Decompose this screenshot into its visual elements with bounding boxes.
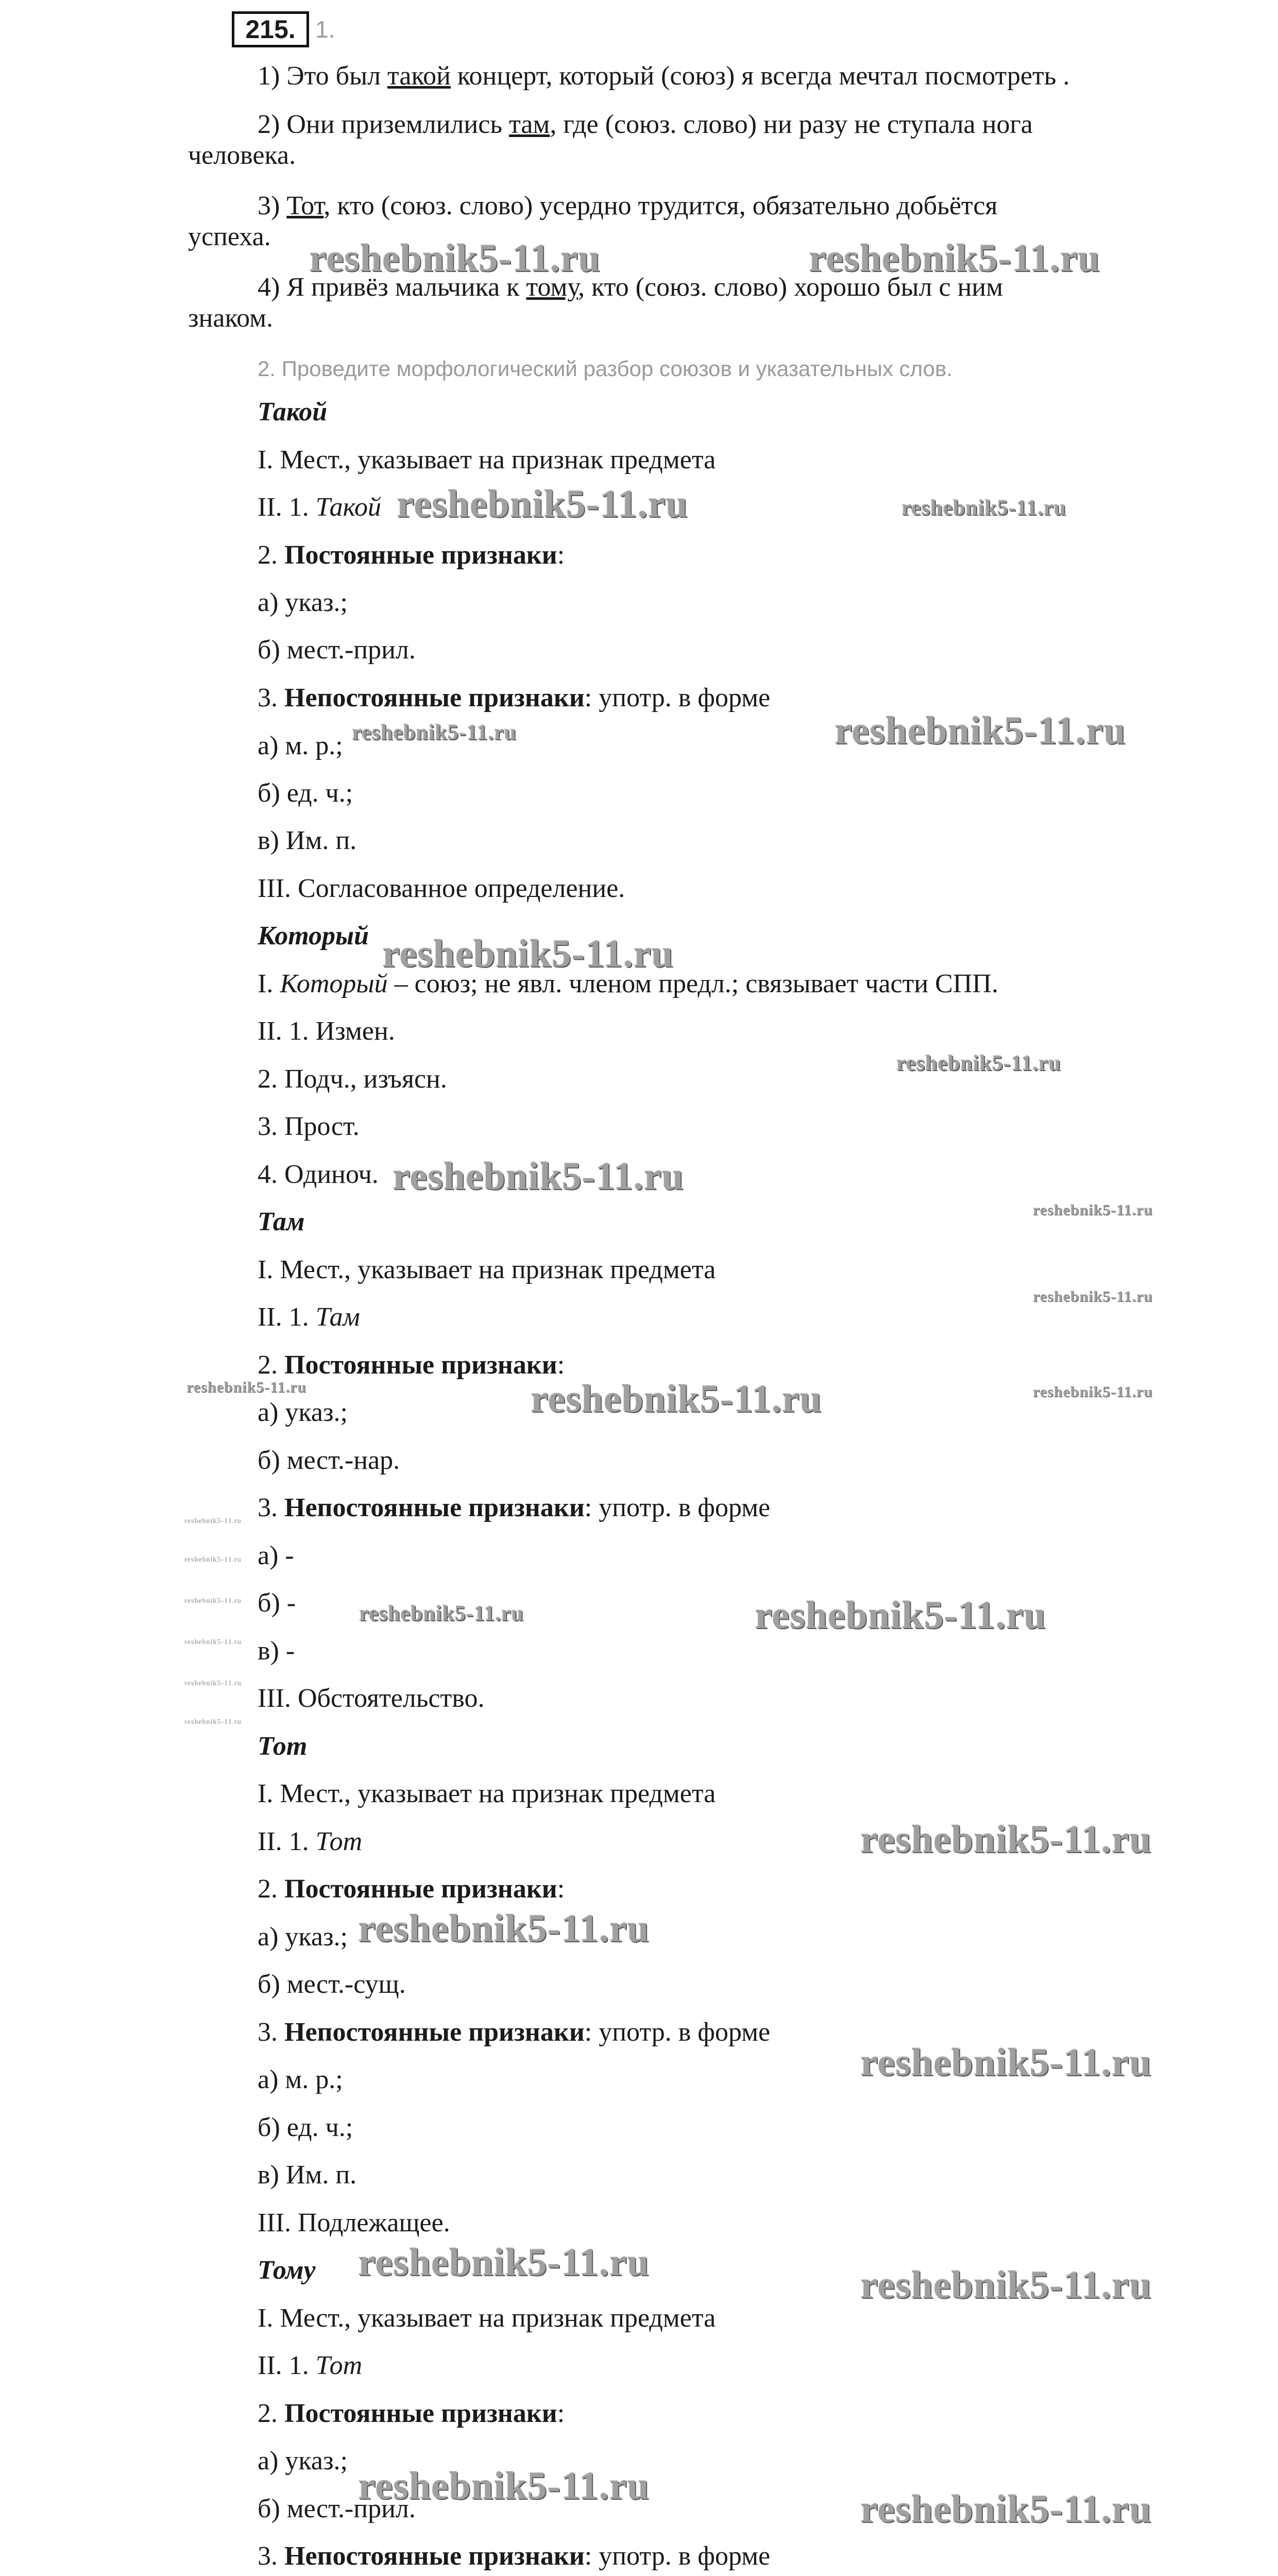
analysis-line: б) мест.-нар. [258, 1446, 400, 1475]
analysis-line: III. Обстоятельство. [258, 1684, 485, 1713]
task1-marker: 1. [315, 16, 335, 43]
analysis-line: 3. Непостоянные признаки: употр. в форме [258, 683, 771, 713]
section-heading: Тому [258, 2256, 316, 2285]
exercise-number: 215. [232, 11, 309, 47]
analysis-line: в) Им. п. [258, 2160, 357, 2190]
analysis-line: 3. Непостоянные признаки: употр. в форме [258, 1493, 771, 1522]
watermark: reshebnik5-11.ru [896, 1052, 1061, 1075]
sentence-4-continuation: знаком. [188, 303, 273, 333]
watermark: reshebnik5-11.ru [397, 482, 688, 526]
analysis-line: 3. Прост. [258, 1112, 360, 1141]
watermark: reshebnik5-11.ru [809, 236, 1100, 280]
analysis-line: I. Мест., указывает на признак предмета [258, 1255, 716, 1284]
section-heading: Там [258, 1207, 305, 1236]
analysis-line: б) мест.-прил. [258, 2494, 416, 2523]
watermark: reshebnik5-11.ru [393, 1155, 684, 1198]
analysis-line: 3. Непостоянные признаки: употр. в форме [258, 2541, 771, 2571]
watermark: reshebnik5-11.ru [860, 2487, 1152, 2531]
watermark: reshebnik5-11.ru [901, 496, 1066, 520]
watermark: reshebnik5-11.ru [755, 1594, 1046, 1637]
watermark: reshebnik5-11.ru [860, 1818, 1152, 1861]
sentence-1: 1) Это был такой концерт, который (союз) я всегда мечтал посмотреть . [258, 61, 1070, 91]
analysis-line: II. 1. Тот [258, 1827, 363, 1856]
watermark: reshebnik5-11.ru [186, 1379, 306, 1396]
section-heading: Который [258, 921, 369, 951]
analysis-line: 2. Постоянные признаки: [258, 1874, 565, 1904]
analysis-line: III. Подлежащее. [258, 2208, 450, 2238]
analysis-line: II. 1. Тот [258, 2351, 363, 2380]
analysis-line: а) указ.; [258, 1398, 348, 1427]
analysis-line: II. 1. Там [258, 1302, 360, 1332]
watermark: reshebnik5-11.ru [352, 721, 517, 744]
analysis-line: 3. Непостоянные признаки: употр. в форме [258, 2018, 771, 2047]
analysis-line: II. 1. Измен. [258, 1016, 395, 1046]
analysis-line: I. Мест., указывает на признак предмета [258, 1779, 716, 1808]
watermark: reshebnik5-11.ru [834, 709, 1126, 752]
analysis-line: I. Мест., указывает на признак предмета [258, 2303, 716, 2333]
analysis-line: а) - [258, 1541, 294, 1570]
section-heading: Такой [258, 397, 328, 427]
underlined-word: тому [526, 273, 578, 302]
analysis-line: б) ед. ч.; [258, 778, 353, 808]
analysis-line: I. Мест., указывает на признак предмета [258, 445, 716, 474]
watermark: reshebnik5-11.ru [184, 1556, 242, 1564]
watermark: reshebnik5-11.ru [860, 2041, 1152, 2084]
watermark: reshebnik5-11.ru [358, 2241, 650, 2284]
watermark: reshebnik5-11.ru [359, 1602, 524, 1625]
analysis-line: в) - [258, 1636, 295, 1666]
analysis-line: в) Им. п. [258, 826, 357, 855]
watermark: reshebnik5-11.ru [382, 932, 674, 975]
analysis-line: 4. Одиноч. [258, 1160, 379, 1189]
analysis-line: б) ед. ч.; [258, 2113, 353, 2142]
analysis-line: III. Согласованное определение. [258, 874, 625, 903]
watermark: reshebnik5-11.ru [184, 1638, 242, 1646]
underlined-word: Тот [286, 191, 324, 221]
watermark: reshebnik5-11.ru [860, 2263, 1152, 2307]
analysis-line: а) м. р.; [258, 2065, 343, 2094]
analysis-line: а) указ.; [258, 2446, 348, 2476]
sentence-2-continuation: человека. [188, 141, 296, 170]
analysis-line: 2. Постоянные признаки: [258, 2399, 565, 2428]
watermark: reshebnik5-11.ru [1033, 1288, 1153, 1305]
sentence-3: 3) Тот, кто (союз. слово) усердно трудится, обязательно добьётся [258, 191, 998, 221]
analysis-line: а) указ.; [258, 588, 348, 617]
sentence-3-continuation: успеха. [188, 222, 271, 251]
analysis-line: б) - [258, 1588, 296, 1618]
analysis-line: 2. Подч., изъясн. [258, 1064, 447, 1094]
analysis-line: б) мест.-прил. [258, 635, 416, 665]
watermark: reshebnik5-11.ru [1033, 1383, 1153, 1400]
underlined-word: там [509, 110, 550, 139]
sentence-4: 4) Я привёз мальчика к тому, кто (союз. слово) хорошо был с ним [258, 273, 1003, 302]
watermark: reshebnik5-11.ru [1033, 1201, 1153, 1218]
watermark: reshebnik5-11.ru [531, 1377, 822, 1420]
analysis-line: 2. Постоянные признаки: [258, 540, 565, 570]
task2-instruction: 2. Проведите морфологический разбор союзов и указательных слов. [258, 357, 952, 381]
analysis-line: II. 1. Такой [258, 493, 382, 522]
underlined-word: такой [387, 61, 451, 91]
watermark: reshebnik5-11.ru [309, 236, 601, 280]
analysis-line: 2. Постоянные признаки: [258, 1350, 565, 1380]
watermark: reshebnik5-11.ru [184, 1718, 242, 1726]
watermark: reshebnik5-11.ru [358, 1907, 650, 1950]
watermark: reshebnik5-11.ru [184, 1597, 242, 1605]
analysis-line: I. Который – союз; не явл. членом предл.; связывает части СПП. [258, 969, 998, 998]
analysis-line: а) м. р.; [258, 731, 343, 760]
sentence-2: 2) Они приземлились там, где (союз. слово) ни разу не ступала нога [258, 110, 1033, 139]
section-heading: Тот [258, 1732, 308, 1761]
watermark: reshebnik5-11.ru [184, 1517, 242, 1525]
analysis-line: а) указ.; [258, 1922, 348, 1952]
analysis-line: б) мест.-сущ. [258, 1970, 406, 1999]
watermark: reshebnik5-11.ru [184, 1680, 242, 1687]
watermark: reshebnik5-11.ru [358, 2464, 650, 2507]
